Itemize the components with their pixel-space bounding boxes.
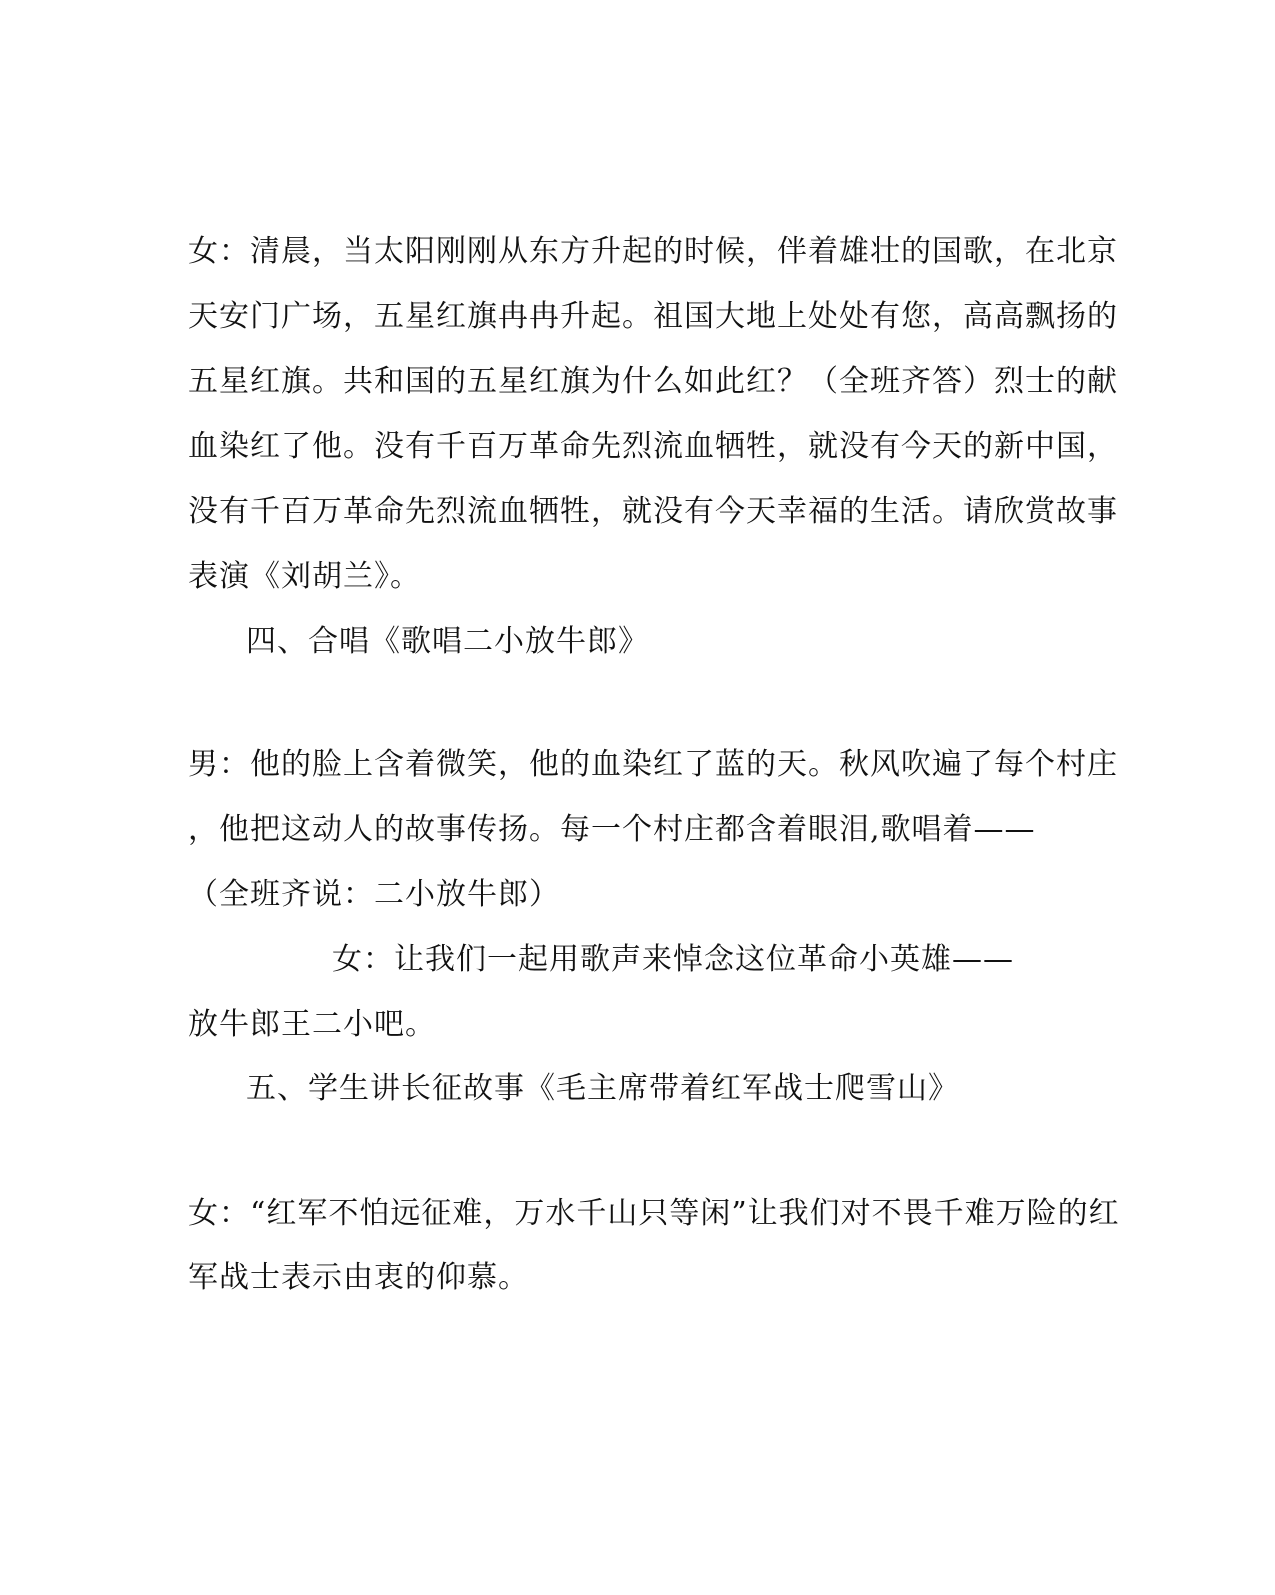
paragraph-line: 血染红了他。没有千百万革命先烈流血牺牲，就没有今天的新中国， — [188, 429, 1118, 464]
paragraph-line: 放牛郎王二小吧。 — [188, 1007, 436, 1042]
paragraph-line: 五星红旗。共和国的五星红旗为什么如此红？（全班齐答）烈士的献 — [188, 364, 1118, 399]
section-heading: 五、学生讲长征故事《毛主席带着红军战士爬雪山》 — [246, 1071, 959, 1106]
paragraph-line: 女：让我们一起用歌声来悼念这位革命小英雄—— — [332, 942, 1014, 977]
section-heading: 四、合唱《歌唱二小放牛郎》 — [246, 624, 649, 659]
paragraph-line: 男：他的脸上含着微笑，他的血染红了蓝的天。秋风吹遍了每个村庄 — [188, 747, 1118, 782]
paragraph-line: 女：清晨，当太阳刚刚从东方升起的时候，伴着雄壮的国歌，在北京 — [188, 234, 1118, 269]
paragraph-line: 表演《刘胡兰》。 — [188, 559, 421, 594]
paragraph-line: 没有千百万革命先烈流血牺牲，就没有今天幸福的生活。请欣赏故事 — [188, 494, 1118, 529]
paragraph-line: （全班齐说：二小放牛郎） — [188, 877, 560, 912]
paragraph-line: ，他把这动人的故事传扬。每一个村庄都含着眼泪,歌唱着—— — [188, 812, 1036, 847]
paragraph-line: 军战士表示由衷的仰慕。 — [188, 1260, 529, 1295]
paragraph-line: 天安门广场，五星红旗冉冉升起。祖国大地上处处有您，高高飘扬的 — [188, 299, 1118, 334]
paragraph-line: 女：“红军不怕远征难，万水千山只等闲”让我们对不畏千难万险的红 — [188, 1196, 1120, 1231]
